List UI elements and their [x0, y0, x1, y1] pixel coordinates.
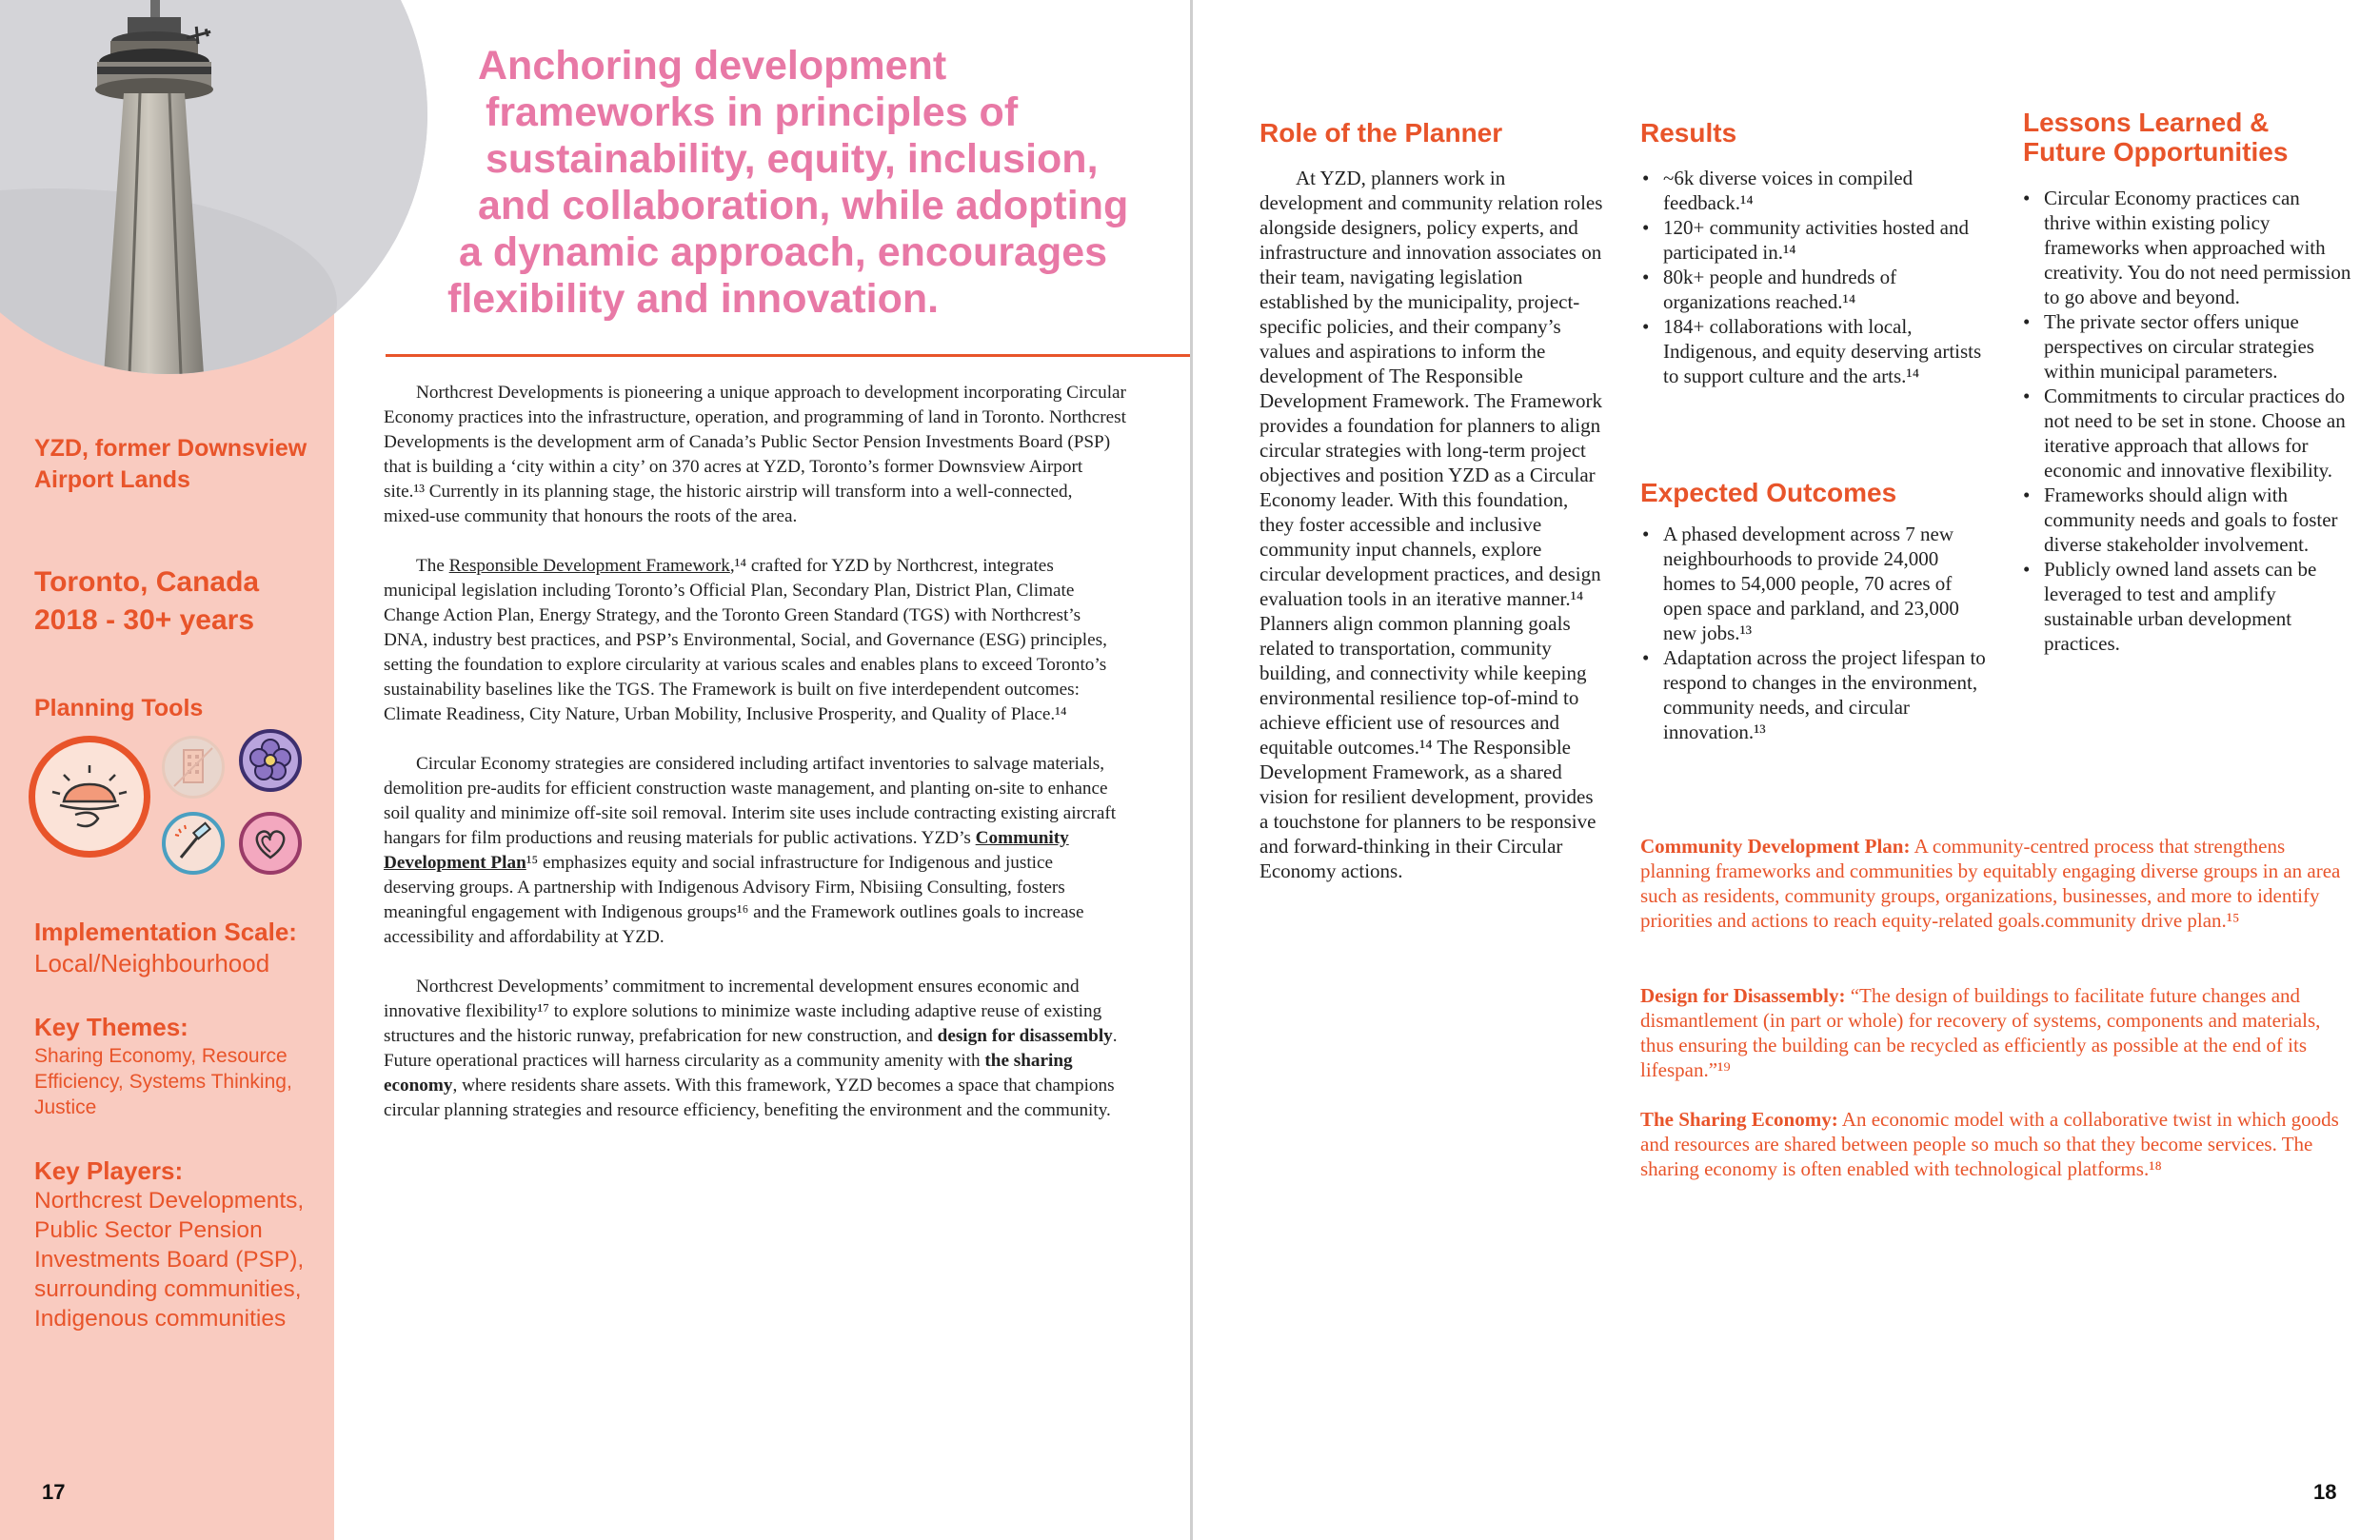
page-number-left: 17 — [42, 1480, 66, 1504]
body-paragraph: Circular Economy strategies are considered including artifact inventories to salvage materials, demolition pre-audits for efficient construction waste management, and planting on-site to enhance soil quality and minimize off-site soil removal. Interim site uses include contracting existing aircraft hangars for film productions and reusing materials for public activations. YZD’s Community Development Plan¹⁵ emphasizes equity and social infrastructure for Indigenous and justice deserving groups. A partnership with Indigenous Advisory Firm, Nbisiing Consulting, fosters meaningful engagement with Indigenous groups¹⁶ and the Framework outlines goals to increase accessibility and affordability at YZD. — [384, 754, 1117, 947]
cn-tower-photo — [0, 0, 427, 374]
outcomes-list — [1642, 522, 1994, 744]
heart-icon — [239, 812, 302, 875]
list-item: • Circular Economy practices can thrive within existing policy frameworks when approached with creativity. You do not need permission to go above and beyond. — [2023, 186, 2351, 309]
design-for-disassembly-term: design for disassembly — [937, 1026, 1113, 1046]
responsible-development-framework-link[interactable]: Responsible Development Framework — [448, 556, 730, 576]
list-item: • Commitments to circular practices do not need to be set in stone. Choose an iterative approach that allows for economic and innovative flexibility. — [2023, 384, 2351, 483]
page-number-right: 18 — [2313, 1480, 2337, 1504]
key-themes-value: Sharing Economy, Resource Efficiency, Systems Thinking, Justice — [34, 1045, 292, 1118]
results-list — [1642, 166, 1994, 388]
key-themes-label: Key Themes: — [34, 1013, 188, 1041]
body-paragraph: Northcrest Developments’ commitment to incremental development ensures economic and innovative flexibility¹⁷ to explore solutions to minimize waste including adaptive reuse of existing structures and the historic runway, prefabrication for new construction, and design for disassembly. Future operational practices will harness circularity as a community amenity with the sharing economy, where residents share assets. With this framework, YZD becomes a space that champions circular planning strategies and resource efficiency, benefiting the environment and the community. — [384, 977, 1118, 1120]
planning-tools-label: Planning Tools — [34, 695, 204, 721]
section-divider — [386, 354, 1190, 357]
role-of-planner-text: At YZD, planners work in development and community relation roles alongside designers, policy experts, and infrastructure and innovation associates on their team, navigating legislation established by the municipality, project-specific policies, and their company’s values and aspirations to inform the development of The Responsible Development Framework. The Framework provides a foundation for planners to align circular strategies with long-term project objectives and position YZD as a Circular Economy leader. With this foundation, they foster accessible and inclusive community input channels, explore circular development practices, and design evaluation tools in an iterative manner.¹⁴ Planners align common planning goals related to transportation, community building, and connectivity while keeping environmental resilience top-of-mind to achieve efficient use of resources and equitable outcomes.¹⁴ The Responsible Development Framework, as a shared vision for resilient development, provides a touchstone for planners to be responsive and forward-thinking in their Circular Economy actions. — [1259, 167, 1603, 882]
results-heading: Results — [1640, 118, 1737, 148]
body-paragraph: The Responsible Development Framework,¹⁴ crafted for YZD by Northcrest, integrates municipal legislation including Toronto’s Official Plan, Secondary Plan, District Plan, Climate Change Action Plan, Energy Strategy, and the Toronto Green Standard (TGS) with Northcrest’s DNA, industry best practices, and PSP’s Environmental, Social, and Governance (ESG) principles, setting the foundation to explore circularity at various scales and enables plans to exceed Toronto’s sustainability baselines like the TGS. The Framework is built on five interdependent outcomes: Climate Readiness, City Nature, Urban Mobility, Inclusive Prosperity, and Quality of Place.¹⁴ — [384, 556, 1107, 724]
lessons-list — [2023, 186, 2351, 656]
flower-icon — [239, 729, 302, 792]
pull-quote-line: frameworks in principles of — [486, 89, 1019, 135]
list-item: • The private sector offers unique perspectives on circular strategies within municipal parameters. — [2023, 309, 2351, 384]
pull-quote-line: and collaboration, while adopting — [478, 183, 1129, 228]
role-of-planner-heading: Role of the Planner — [1259, 118, 1503, 148]
building-icon — [162, 736, 225, 799]
body-paragraph: Northcrest Developments is pioneering a unique approach to development incorporating Circular Economy practices into the infrastructure, operation, and programming of land in Toronto. Northcrest Developments is the development arm of Canada’s Public Sector Pension Investments Board (PSP) that is building a ‘city within a city’ on 370 acres at YZD, Toronto’s former Downsview Airport site.¹³ Currently in its planning stage, the historic airstrip will transform into a well-connected, mixed-use community that honours the roots of the area. — [384, 383, 1126, 526]
list-item: • 80k+ people and hundreds of organizations reached.¹⁴ — [1642, 265, 1994, 314]
list-item: • 120+ community activities hosted and participated in.¹⁴ — [1642, 215, 1994, 265]
expected-outcomes-heading: Expected Outcomes — [1640, 478, 1897, 507]
community-development-plan-link[interactable]: Community Development Plan — [384, 828, 1069, 873]
definition-design-for-disassembly: Design for Disassembly: “The design of buildings to facilitate future changes and dismantlement (in part or whole) for recovery of systems, components and materials, thus ensuring the building can be recycled as efficiently as possible at the end of its lifespan.”¹⁹ — [1640, 984, 2321, 1081]
list-item: • Frameworks should align with community needs and goals to foster diverse stakeholder involvement. — [2023, 483, 2351, 557]
list-item: • A phased development across 7 new neighbourhoods to provide 24,000 homes to 54,000 people, 70 acres of open space and parkland, and 23,000 new jobs.¹³ — [1642, 522, 1994, 645]
implementation-value: Local/Neighbourhood — [34, 949, 270, 977]
list-item: • Adaptation across the project lifespan to respond to changes in the environment, community needs, and circular innovation.¹³ — [1642, 645, 1994, 744]
definition-community-development-plan: Community Development Plan: A community-centred process that strengthens planning frameworks and communities by equitably engaging diverse groups in an area such as residents, community groups, organizations, businesses, and more to identify priorities and actions to reach equity-related goals.community drive plan.¹⁵ — [1640, 835, 2341, 932]
pull-quote-line: Anchoring development — [478, 43, 947, 89]
cn-tower-illustration — [0, 0, 427, 374]
sharing-economy-term: the sharing economy — [384, 1051, 1073, 1096]
implementation-label: Implementation Scale: — [34, 918, 297, 946]
list-item: • 184+ collaborations with local, Indigenous, and equity deserving artists to support culture and the arts.¹⁴ — [1642, 314, 1994, 388]
pull-quote-line: sustainability, equity, inclusion, — [486, 136, 1099, 182]
sun-over-cloud-icon — [29, 736, 150, 858]
paint-roller-icon — [162, 812, 225, 875]
page-spine — [1190, 0, 1193, 1540]
list-item: • Publicly owned land assets can be leveraged to test and amplify sustainable urban development practices. — [2023, 557, 2351, 656]
list-item: • ~6k diverse voices in compiled feedback.¹⁴ — [1642, 166, 1994, 215]
key-players-label: Key Players: — [34, 1156, 184, 1185]
pull-quote — [447, 43, 1171, 323]
city: Toronto, Canada — [34, 566, 260, 598]
definition-sharing-economy: The Sharing Economy: An economic model with a collaborative twist in which goods and resources are shared between people so much so that they become services. The sharing economy is often enabled with technological platforms.¹⁸ — [1640, 1108, 2339, 1180]
lessons-heading: Lessons Learned & Future Opportunities — [2023, 108, 2289, 167]
location-name: YZD, former Downsview Airport Lands — [34, 435, 307, 493]
key-players-value: Northcrest Developments, Public Sector Pension Investments Board (PSP), surrounding communities, Indigenous communities — [34, 1188, 305, 1332]
case-study-body — [384, 381, 1126, 1148]
pull-quote-line: flexibility and innovation. — [447, 276, 940, 322]
pull-quote-line: a dynamic approach, encourages — [459, 229, 1108, 275]
info-sidebar — [0, 0, 334, 1540]
timeframe: 2018 - 30+ years — [34, 604, 255, 636]
